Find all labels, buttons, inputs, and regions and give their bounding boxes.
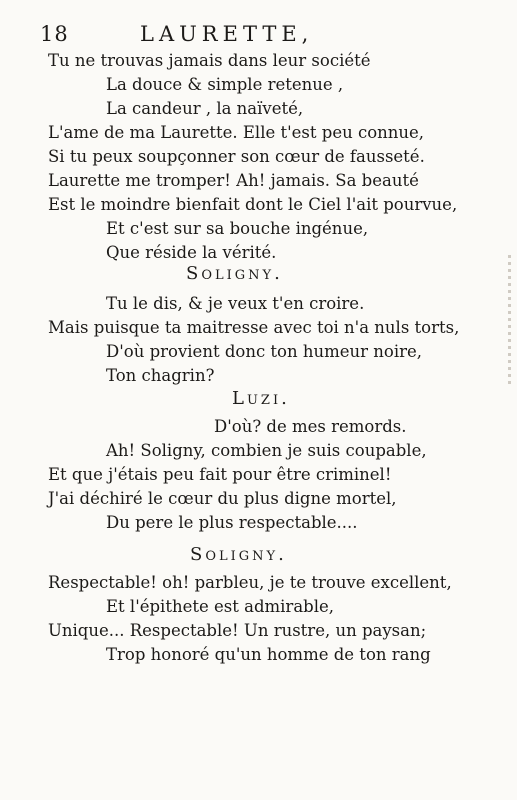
- page-number: 18: [40, 22, 69, 46]
- speaker-name: Soligny.: [190, 544, 287, 565]
- page-edge-shadow: [508, 255, 511, 385]
- verse-line: D'où provient donc ton humeur noire,: [106, 342, 423, 361]
- verse-line: Que réside la vérité.: [106, 243, 277, 262]
- verse-line: J'ai déchiré le cœur du plus digne mortel,: [48, 489, 397, 508]
- verse-line: Ton chagrin?: [106, 366, 215, 385]
- verse-line: Et l'épithete est admirable,: [106, 597, 335, 616]
- speaker-name: Soligny.: [186, 263, 283, 284]
- verse-line: Tu ne trouvas jamais dans leur société: [48, 51, 371, 70]
- verse-line: Est le moindre bienfait dont le Ciel l'ait pourvue,: [48, 195, 458, 214]
- verse-line: Ah! Soligny, combien je suis coupable,: [106, 441, 427, 460]
- verse-line: Et c'est sur sa bouche ingénue,: [106, 219, 369, 238]
- verse-line: Trop honoré qu'un homme de ton rang: [106, 645, 431, 664]
- verse-line: Unique... Respectable! Un rustre, un paysan;: [48, 621, 427, 640]
- verse-line: La douce & simple retenue ,: [106, 75, 344, 94]
- verse-line: Laurette me tromper! Ah! jamais. Sa beauté: [48, 171, 419, 190]
- running-title: LAURETTE,: [140, 22, 314, 46]
- verse-line: D'où? de mes remords.: [214, 417, 407, 436]
- speaker-name: Luzi.: [232, 388, 290, 409]
- verse-line: Du pere le plus respectable....: [106, 513, 358, 532]
- verse-line: Tu le dis, & je veux t'en croire.: [106, 294, 365, 313]
- verse-line: Si tu peux soupçonner son cœur de fausseté.: [48, 147, 425, 166]
- verse-line: L'ame de ma Laurette. Elle t'est peu connue,: [48, 123, 425, 142]
- verse-line: Mais puisque ta maitresse avec toi n'a nuls torts,: [48, 318, 460, 337]
- verse-line: Respectable! oh! parbleu, je te trouve excellent,: [48, 573, 452, 592]
- verse-line: La candeur , la naïveté,: [106, 99, 304, 118]
- verse-line: Et que j'étais peu fait pour être criminel!: [48, 465, 392, 484]
